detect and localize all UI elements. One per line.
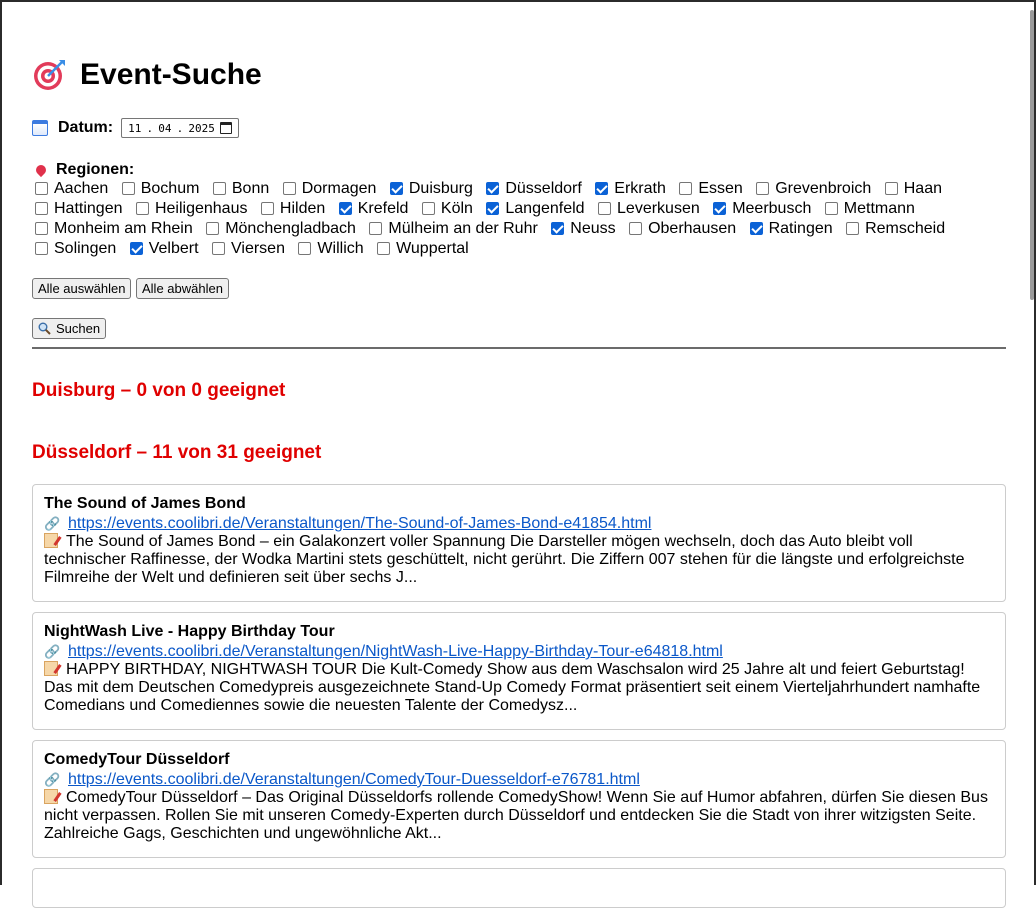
event-description: HAPPY BIRTHDAY, NIGHTWASH TOUR Die Kult-Comedy Show aus dem Waschsalon wird 25 Jahre alt und feiert Geburtstag! Das mit dem Deutschen Comedypreis ausgezeichnete Stand-Up Comedy Format präsentiert seit einem Vierteljahrhundert namhafte Comedians und Comediennes sowie die neuesten Talente der Comedysz... xyxy=(44,661,981,714)
region-label[interactable]: Remscheid xyxy=(865,220,946,237)
event-link-row xyxy=(44,515,994,533)
region-label[interactable]: Langenfeld xyxy=(505,200,585,217)
event-link-row xyxy=(44,643,994,661)
calendar-icon xyxy=(32,120,48,136)
region-checkbox[interactable] xyxy=(130,242,143,255)
divider xyxy=(32,347,1006,349)
region-label[interactable]: Meerbusch xyxy=(732,200,812,217)
region-checkbox[interactable] xyxy=(283,182,296,195)
event-description-row xyxy=(44,533,994,587)
region-label[interactable]: Solingen xyxy=(54,240,117,257)
link-icon: 🔗 xyxy=(44,516,61,531)
region-checkbox[interactable] xyxy=(825,202,838,215)
event-description: ComedyTour Düsseldorf – Das Original Düsseldorfs rollende ComedyShow! Wenn Sie auf Humor abfahren, dürfen Sie diesen Bus nicht verpassen. Rollen Sie mit unseren Comedy-Experten durch Düsseldorf und entdecken Sie die Stadt von ihrer witzigsten Seite. Zahlreiche Gags, Geschichten und ungewöhnliche Akt... xyxy=(44,789,988,842)
search-button-label: Suchen xyxy=(56,321,101,336)
region-checkbox[interactable] xyxy=(136,202,149,215)
event-title: NightWash Live - Happy Birthday Tour xyxy=(44,623,335,640)
region-label[interactable]: Dormagen xyxy=(301,180,377,197)
region-label[interactable]: Mönchengladbach xyxy=(225,220,356,237)
event-link-row xyxy=(44,771,994,789)
region-option[interactable] xyxy=(127,240,205,257)
date-row xyxy=(32,118,239,138)
region-checkbox[interactable] xyxy=(298,242,311,255)
region-option[interactable] xyxy=(882,180,948,197)
region-checkbox[interactable] xyxy=(598,202,611,215)
event-link[interactable]: https://events.coolibri.de/Veranstaltungen/ComedyTour-Duesseldorf-e76781.html xyxy=(68,771,640,788)
region-option[interactable] xyxy=(419,200,479,217)
event-title: ComedyTour Düsseldorf xyxy=(44,751,230,768)
date-picker-icon[interactable] xyxy=(220,122,232,134)
region-label[interactable]: Hattingen xyxy=(54,200,123,217)
region-option[interactable] xyxy=(32,220,199,237)
region-option[interactable] xyxy=(32,180,114,197)
region-option[interactable] xyxy=(548,220,621,237)
regions-checkbox-list xyxy=(32,179,1006,259)
date-label: Datum: xyxy=(58,119,114,136)
region-checkbox[interactable] xyxy=(595,182,608,195)
region-option[interactable] xyxy=(209,240,291,257)
region-checkbox[interactable] xyxy=(551,222,564,235)
region-checkbox[interactable] xyxy=(756,182,769,195)
region-label[interactable]: Hilden xyxy=(279,200,326,217)
region-label[interactable]: Düsseldorf xyxy=(505,180,582,197)
region-checkbox[interactable] xyxy=(679,182,692,195)
region-option[interactable] xyxy=(747,220,839,237)
pin-icon xyxy=(34,163,48,177)
link-icon: 🔗 xyxy=(44,772,61,787)
result-section-title: Düsseldorf – 11 von 31 geeignet xyxy=(32,442,322,463)
regions-heading xyxy=(32,161,134,179)
region-checkbox[interactable] xyxy=(35,182,48,195)
region-label[interactable]: Köln xyxy=(440,200,473,217)
region-option[interactable] xyxy=(366,220,543,237)
region-label[interactable]: Leverkusen xyxy=(617,200,700,217)
region-option[interactable] xyxy=(258,200,331,217)
region-label[interactable]: Krefeld xyxy=(357,200,409,217)
date-input[interactable] xyxy=(121,118,239,138)
region-option[interactable] xyxy=(374,240,475,257)
region-option[interactable] xyxy=(843,220,951,237)
page-title-text: Event-Suche xyxy=(80,58,262,91)
search-icon xyxy=(38,322,51,335)
region-label[interactable]: Ratingen xyxy=(768,220,833,237)
event-link[interactable]: https://events.coolibri.de/Veranstaltungen/NightWash-Live-Happy-Birthday-Tour-e64818.html xyxy=(68,643,723,660)
region-label[interactable]: Grevenbroich xyxy=(775,180,872,197)
region-label[interactable]: Velbert xyxy=(148,240,199,257)
region-option[interactable] xyxy=(483,180,587,197)
region-checkbox[interactable] xyxy=(422,202,435,215)
memo-icon xyxy=(44,789,58,804)
region-checkbox[interactable] xyxy=(206,222,219,235)
deselect-all-button[interactable]: Alle abwählen xyxy=(136,278,229,299)
region-option[interactable] xyxy=(387,180,479,197)
region-option[interactable] xyxy=(210,180,275,197)
target-icon xyxy=(32,58,66,92)
memo-icon xyxy=(44,661,58,676)
region-checkbox[interactable] xyxy=(339,202,352,215)
region-checkbox[interactable] xyxy=(486,182,499,195)
region-option[interactable] xyxy=(753,180,877,197)
region-option[interactable] xyxy=(595,200,706,217)
region-checkbox[interactable] xyxy=(369,222,382,235)
region-option[interactable] xyxy=(483,200,590,217)
region-option[interactable] xyxy=(32,200,129,217)
region-option[interactable] xyxy=(119,180,206,197)
region-label[interactable]: Wuppertal xyxy=(396,240,469,257)
region-checkbox[interactable] xyxy=(122,182,135,195)
region-label[interactable]: Haan xyxy=(903,180,942,197)
region-checkbox[interactable] xyxy=(377,242,390,255)
region-option[interactable] xyxy=(280,180,383,197)
date-separator: . xyxy=(176,121,184,135)
region-checkbox[interactable] xyxy=(486,202,499,215)
region-label[interactable]: Heiligenhaus xyxy=(154,200,248,217)
region-label[interactable]: Bonn xyxy=(231,180,270,197)
date-day[interactable]: 11 xyxy=(128,121,142,135)
region-option[interactable] xyxy=(203,220,362,237)
region-checkbox[interactable] xyxy=(885,182,898,195)
region-option[interactable] xyxy=(626,220,742,237)
select-all-button[interactable]: Alle auswählen xyxy=(32,278,131,299)
region-option[interactable] xyxy=(676,180,748,197)
event-card xyxy=(32,612,1006,730)
date-year[interactable]: 2025 xyxy=(188,121,215,135)
memo-icon xyxy=(44,533,58,548)
region-label[interactable]: Oberhausen xyxy=(648,220,737,237)
region-option[interactable] xyxy=(295,240,369,257)
region-label[interactable]: Duisburg xyxy=(408,180,473,197)
region-label[interactable]: Mülheim an der Ruhr xyxy=(388,220,538,237)
result-section-title: Duisburg – 0 von 0 geeignet xyxy=(32,380,286,401)
link-icon: 🔗 xyxy=(44,644,61,659)
region-option[interactable] xyxy=(336,200,415,217)
region-option[interactable] xyxy=(592,180,672,197)
region-checkbox[interactable] xyxy=(750,222,763,235)
region-label[interactable]: Bochum xyxy=(140,180,200,197)
regions-label: Regionen: xyxy=(56,161,135,178)
region-option[interactable] xyxy=(710,200,817,217)
region-checkbox[interactable] xyxy=(261,202,274,215)
date-month[interactable]: 04 xyxy=(158,121,172,135)
region-checkbox[interactable] xyxy=(629,222,642,235)
page-title xyxy=(32,58,262,92)
region-checkbox[interactable] xyxy=(213,182,226,195)
event-card xyxy=(32,484,1006,602)
region-label[interactable]: Willich xyxy=(317,240,364,257)
event-title: The Sound of James Bond xyxy=(44,495,246,512)
region-label[interactable]: Mettmann xyxy=(843,200,915,217)
region-label[interactable]: Monheim am Rhein xyxy=(54,220,193,237)
region-option[interactable] xyxy=(822,200,921,217)
event-description-row xyxy=(44,789,994,843)
region-checkbox[interactable] xyxy=(212,242,225,255)
region-checkbox[interactable] xyxy=(713,202,726,215)
region-checkbox[interactable] xyxy=(846,222,859,235)
region-checkbox[interactable] xyxy=(390,182,403,195)
region-option[interactable] xyxy=(32,240,122,257)
region-label[interactable]: Viersen xyxy=(231,240,285,257)
event-description: The Sound of James Bond – ein Galakonzert voller Spannung Die Darsteller mögen wechseln, doch das Auto bleibt voll technischer Raffinesse, der Wodka Martini stets geschüttelt, nicht gerührt. Die Ziffern 007 stehen für die längste und erfolgreichste Filmreihe der Welt und definieren seit über sechs J... xyxy=(44,533,965,586)
region-checkbox[interactable] xyxy=(35,202,48,215)
region-label[interactable]: Neuss xyxy=(570,220,616,237)
event-link[interactable]: https://events.coolibri.de/Veranstaltungen/The-Sound-of-James-Bond-e41854.html xyxy=(68,515,652,532)
region-label[interactable]: Aachen xyxy=(54,180,109,197)
event-description-row xyxy=(44,661,994,715)
region-label[interactable]: Essen xyxy=(698,180,743,197)
event-card xyxy=(32,868,1006,908)
region-checkbox[interactable] xyxy=(35,242,48,255)
event-card xyxy=(32,740,1006,858)
vertical-scrollbar[interactable] xyxy=(1030,10,1034,300)
search-button[interactable] xyxy=(32,318,106,339)
region-option[interactable] xyxy=(133,200,254,217)
date-separator: . xyxy=(146,121,154,135)
region-checkbox[interactable] xyxy=(35,222,48,235)
region-label[interactable]: Erkrath xyxy=(614,180,666,197)
